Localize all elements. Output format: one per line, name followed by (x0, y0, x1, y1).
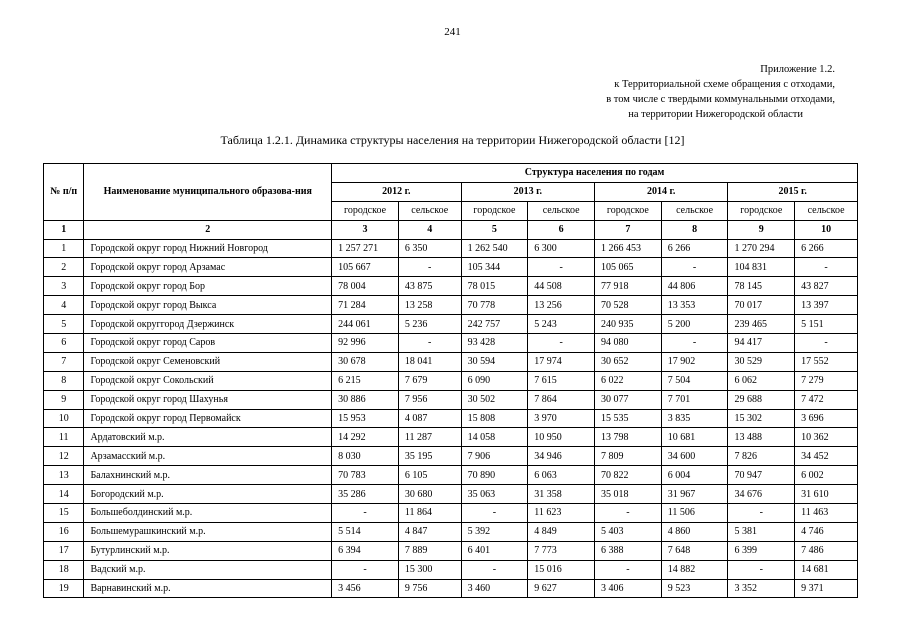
rural-population-cell: 7 279 (795, 371, 858, 390)
rural-population-cell: 7 486 (795, 541, 858, 560)
urban-population-cell: 78 145 (728, 277, 795, 296)
rural-population-cell: 17 552 (795, 352, 858, 371)
urban-population-cell: - (332, 504, 399, 523)
rural-population-cell: 10 362 (795, 428, 858, 447)
rural-population-cell: 6 300 (528, 239, 595, 258)
urban-population-cell: 6 388 (595, 541, 662, 560)
rural-population-cell: 5 151 (795, 315, 858, 334)
municipality-name: Ардатовский м.р. (84, 428, 332, 447)
urban-population-cell: 6 022 (595, 371, 662, 390)
rural-population-cell: 6 063 (528, 466, 595, 485)
rural-population-cell: 31 358 (528, 485, 595, 504)
row-number: 9 (44, 390, 84, 409)
rural-population-cell: - (661, 258, 728, 277)
row-number: 14 (44, 485, 84, 504)
column-number: 7 (595, 220, 662, 239)
table-row (44, 315, 858, 334)
urban-population-cell: 15 302 (728, 409, 795, 428)
table-row (44, 522, 858, 541)
rural-population-cell: 35 195 (398, 447, 461, 466)
population-table (43, 163, 858, 598)
table-title: Таблица 1.2.1. Динамика структуры населения на территории Нижегородской области [12] (220, 133, 685, 147)
header-name: Наименование муниципального образова-ния (84, 164, 332, 221)
header-number: № п/п (44, 164, 84, 221)
urban-population-cell: 77 918 (595, 277, 662, 296)
urban-population-cell: 30 529 (728, 352, 795, 371)
urban-population-cell: 104 831 (728, 258, 795, 277)
rural-population-cell: 3 835 (661, 409, 728, 428)
urban-population-cell: 7 809 (595, 447, 662, 466)
rural-population-cell: 7 773 (528, 541, 595, 560)
rural-population-cell: 7 701 (661, 390, 728, 409)
urban-population-cell: 105 667 (332, 258, 399, 277)
rural-population-cell: 18 041 (398, 352, 461, 371)
municipality-name: Большеболдинский м.р. (84, 504, 332, 523)
rural-population-cell: 6 105 (398, 466, 461, 485)
table-row (44, 390, 858, 409)
urban-population-cell: 15 953 (332, 409, 399, 428)
rural-population-cell: 10 950 (528, 428, 595, 447)
rural-population-cell: 17 902 (661, 352, 728, 371)
rural-population-cell: 9 523 (661, 579, 728, 598)
urban-population-cell: 7 826 (728, 447, 795, 466)
municipality-name: Городской округ город Первомайск (84, 409, 332, 428)
urban-population-cell: 6 401 (461, 541, 528, 560)
urban-population-cell: 8 030 (332, 447, 399, 466)
rural-population-cell: 7 956 (398, 390, 461, 409)
rural-population-cell: 15 016 (528, 560, 595, 579)
rural-population-cell: - (795, 334, 858, 353)
rural-population-cell: 13 258 (398, 296, 461, 315)
rural-population-cell: 34 600 (661, 447, 728, 466)
column-number: 3 (332, 220, 399, 239)
table-row (44, 296, 858, 315)
urban-population-cell: 5 392 (461, 522, 528, 541)
urban-population-cell: 30 652 (595, 352, 662, 371)
table-row (44, 466, 858, 485)
municipality-name: Городской округ Семеновский (84, 352, 332, 371)
rural-population-cell: 7 504 (661, 371, 728, 390)
urban-population-cell: 70 017 (728, 296, 795, 315)
row-number: 5 (44, 315, 84, 334)
rural-population-cell: - (398, 258, 461, 277)
table-row (44, 485, 858, 504)
urban-population-cell: 30 886 (332, 390, 399, 409)
row-number: 11 (44, 428, 84, 447)
rural-population-cell: - (795, 258, 858, 277)
page-number: 241 (444, 26, 461, 38)
rural-population-cell: 9 627 (528, 579, 595, 598)
urban-population-cell: - (595, 504, 662, 523)
rural-population-cell: 43 827 (795, 277, 858, 296)
appendix-line-1: Приложение 1.2. (760, 64, 835, 75)
column-number-row (44, 220, 858, 239)
column-number: 8 (661, 220, 728, 239)
table-row (44, 277, 858, 296)
urban-population-cell: 1 270 294 (728, 239, 795, 258)
rural-population-cell: 5 200 (661, 315, 728, 334)
row-number: 2 (44, 258, 84, 277)
rural-population-cell: 14 681 (795, 560, 858, 579)
rural-population-cell: 34 946 (528, 447, 595, 466)
municipality-name: Вадский м.р. (84, 560, 332, 579)
urban-population-cell: 70 822 (595, 466, 662, 485)
table-row (44, 428, 858, 447)
municipality-name: Большемурашкинский м.р. (84, 522, 332, 541)
column-number: 10 (795, 220, 858, 239)
rural-population-cell: 11 864 (398, 504, 461, 523)
rural-population-cell: 9 371 (795, 579, 858, 598)
rural-population-cell: - (398, 334, 461, 353)
row-number: 15 (44, 504, 84, 523)
urban-population-cell: 34 676 (728, 485, 795, 504)
rural-population-cell: 6 266 (795, 239, 858, 258)
rural-population-cell: - (661, 334, 728, 353)
rural-population-cell: 6 004 (661, 466, 728, 485)
urban-population-cell: 30 502 (461, 390, 528, 409)
row-number: 1 (44, 239, 84, 258)
rural-population-cell: 11 463 (795, 504, 858, 523)
row-number: 16 (44, 522, 84, 541)
row-number: 12 (44, 447, 84, 466)
municipality-name: Городской округ Сокольский (84, 371, 332, 390)
municipality-name: Городской округ город Выкса (84, 296, 332, 315)
urban-population-cell: - (332, 560, 399, 579)
rural-population-cell: 11 506 (661, 504, 728, 523)
row-number: 13 (44, 466, 84, 485)
column-number: 2 (84, 220, 332, 239)
urban-population-cell: 93 428 (461, 334, 528, 353)
table-row (44, 579, 858, 598)
urban-population-cell: 70 783 (332, 466, 399, 485)
header-urban: городское (332, 201, 399, 220)
urban-population-cell: 242 757 (461, 315, 528, 334)
row-number: 10 (44, 409, 84, 428)
urban-population-cell: 70 528 (595, 296, 662, 315)
header-urban: городское (728, 201, 795, 220)
municipality-name: Варнавинский м.р. (84, 579, 332, 598)
municipality-name: Городской округ город Арзамас (84, 258, 332, 277)
urban-population-cell: 105 344 (461, 258, 528, 277)
rural-population-cell: 13 397 (795, 296, 858, 315)
column-number: 4 (398, 220, 461, 239)
row-number: 17 (44, 541, 84, 560)
urban-population-cell: 1 262 540 (461, 239, 528, 258)
rural-population-cell: 44 508 (528, 277, 595, 296)
rural-population-cell: 31 610 (795, 485, 858, 504)
appendix-line-3: в том числе с твердыми коммунальными отходами, (606, 94, 835, 105)
urban-population-cell: 94 417 (728, 334, 795, 353)
header-year: 2014 г. (595, 182, 728, 201)
header-rural: сельское (528, 201, 595, 220)
urban-population-cell: 244 061 (332, 315, 399, 334)
row-number: 19 (44, 579, 84, 598)
rural-population-cell: 11 287 (398, 428, 461, 447)
municipality-name: Городской округгород Дзержинск (84, 315, 332, 334)
rural-population-cell: 7 648 (661, 541, 728, 560)
table-row (44, 541, 858, 560)
municipality-name: Бутурлинский м.р. (84, 541, 332, 560)
urban-population-cell: 30 594 (461, 352, 528, 371)
urban-population-cell: 5 514 (332, 522, 399, 541)
rural-population-cell: 4 849 (528, 522, 595, 541)
urban-population-cell: - (595, 560, 662, 579)
header-rural: сельское (795, 201, 858, 220)
urban-population-cell: 105 065 (595, 258, 662, 277)
header-structure: Структура населения по годам (332, 164, 858, 183)
urban-population-cell: 92 996 (332, 334, 399, 353)
urban-population-cell: 35 018 (595, 485, 662, 504)
header-rural: сельское (661, 201, 728, 220)
urban-population-cell: 3 456 (332, 579, 399, 598)
urban-population-cell: 239 465 (728, 315, 795, 334)
municipality-name: Балахнинский м.р. (84, 466, 332, 485)
urban-population-cell: 70 778 (461, 296, 528, 315)
rural-population-cell: 17 974 (528, 352, 595, 371)
row-number: 3 (44, 277, 84, 296)
urban-population-cell: 78 015 (461, 277, 528, 296)
row-number: 7 (44, 352, 84, 371)
urban-population-cell: 78 004 (332, 277, 399, 296)
table-row (44, 447, 858, 466)
row-number: 6 (44, 334, 84, 353)
rural-population-cell: 3 970 (528, 409, 595, 428)
urban-population-cell: 29 688 (728, 390, 795, 409)
table-body (44, 239, 858, 598)
rural-population-cell: 7 472 (795, 390, 858, 409)
column-number: 6 (528, 220, 595, 239)
urban-population-cell: 70 890 (461, 466, 528, 485)
urban-population-cell: 14 292 (332, 428, 399, 447)
appendix-line-4: на территории Нижегородской области (628, 109, 803, 120)
header-year: 2013 г. (461, 182, 594, 201)
urban-population-cell: 14 058 (461, 428, 528, 447)
urban-population-cell: 13 488 (728, 428, 795, 447)
urban-population-cell: - (461, 560, 528, 579)
urban-population-cell: 30 077 (595, 390, 662, 409)
urban-population-cell: 5 403 (595, 522, 662, 541)
urban-population-cell: 6 090 (461, 371, 528, 390)
rural-population-cell: 30 680 (398, 485, 461, 504)
municipality-name: Городской округ город Нижний Новгород (84, 239, 332, 258)
urban-population-cell: 1 257 271 (332, 239, 399, 258)
urban-population-cell: 94 080 (595, 334, 662, 353)
urban-population-cell: 15 808 (461, 409, 528, 428)
table-row (44, 258, 858, 277)
urban-population-cell: 7 906 (461, 447, 528, 466)
header-year: 2015 г. (728, 182, 858, 201)
municipality-name: Городской округ город Шахунья (84, 390, 332, 409)
table-row (44, 334, 858, 353)
row-number: 4 (44, 296, 84, 315)
column-number: 1 (44, 220, 84, 239)
urban-population-cell: 6 215 (332, 371, 399, 390)
urban-population-cell: 30 678 (332, 352, 399, 371)
rural-population-cell: 5 243 (528, 315, 595, 334)
row-number: 8 (44, 371, 84, 390)
urban-population-cell: - (728, 560, 795, 579)
rural-population-cell: 7 889 (398, 541, 461, 560)
rural-population-cell: 11 623 (528, 504, 595, 523)
header-urban: городское (595, 201, 662, 220)
urban-population-cell: 70 947 (728, 466, 795, 485)
rural-population-cell: 6 002 (795, 466, 858, 485)
urban-population-cell: 71 284 (332, 296, 399, 315)
municipality-name: Богородский м.р. (84, 485, 332, 504)
urban-population-cell: 6 399 (728, 541, 795, 560)
rural-population-cell: 9 756 (398, 579, 461, 598)
rural-population-cell: - (528, 258, 595, 277)
rural-population-cell: 13 353 (661, 296, 728, 315)
urban-population-cell: 1 266 453 (595, 239, 662, 258)
rural-population-cell: 6 266 (661, 239, 728, 258)
urban-population-cell: - (461, 504, 528, 523)
rural-population-cell: 34 452 (795, 447, 858, 466)
rural-population-cell: 5 236 (398, 315, 461, 334)
rural-population-cell: 43 875 (398, 277, 461, 296)
urban-population-cell: 240 935 (595, 315, 662, 334)
municipality-name: Арзамасский м.р. (84, 447, 332, 466)
urban-population-cell: 6 394 (332, 541, 399, 560)
table-row (44, 504, 858, 523)
urban-population-cell: 5 381 (728, 522, 795, 541)
rural-population-cell: 15 300 (398, 560, 461, 579)
header-year: 2012 г. (332, 182, 461, 201)
urban-population-cell: 3 460 (461, 579, 528, 598)
table-row (44, 239, 858, 258)
municipality-name: Городской округ город Бор (84, 277, 332, 296)
urban-population-cell: 6 062 (728, 371, 795, 390)
rural-population-cell: 44 806 (661, 277, 728, 296)
municipality-name: Городской округ город Саров (84, 334, 332, 353)
column-number: 9 (728, 220, 795, 239)
column-number: 5 (461, 220, 528, 239)
rural-population-cell: 31 967 (661, 485, 728, 504)
table-row (44, 371, 858, 390)
urban-population-cell: 35 063 (461, 485, 528, 504)
rural-population-cell: 4 860 (661, 522, 728, 541)
rural-population-cell: 4 746 (795, 522, 858, 541)
rural-population-cell: 7 864 (528, 390, 595, 409)
rural-population-cell: 4 847 (398, 522, 461, 541)
urban-population-cell: 15 535 (595, 409, 662, 428)
table-row (44, 352, 858, 371)
rural-population-cell: 6 350 (398, 239, 461, 258)
rural-population-cell: 7 679 (398, 371, 461, 390)
rural-population-cell: 13 256 (528, 296, 595, 315)
rural-population-cell: 4 087 (398, 409, 461, 428)
urban-population-cell: - (728, 504, 795, 523)
urban-population-cell: 35 286 (332, 485, 399, 504)
rural-population-cell: 3 696 (795, 409, 858, 428)
header-urban: городское (461, 201, 528, 220)
table-row (44, 409, 858, 428)
rural-population-cell: 14 882 (661, 560, 728, 579)
urban-population-cell: 3 406 (595, 579, 662, 598)
table-row (44, 560, 858, 579)
appendix-line-2: к Территориальной схеме обращения с отходами, (614, 79, 835, 90)
header-rural: сельское (398, 201, 461, 220)
rural-population-cell: 7 615 (528, 371, 595, 390)
rural-population-cell: 10 681 (661, 428, 728, 447)
urban-population-cell: 13 798 (595, 428, 662, 447)
appendix-note (606, 62, 835, 122)
urban-population-cell: 3 352 (728, 579, 795, 598)
row-number: 18 (44, 560, 84, 579)
rural-population-cell: - (528, 334, 595, 353)
